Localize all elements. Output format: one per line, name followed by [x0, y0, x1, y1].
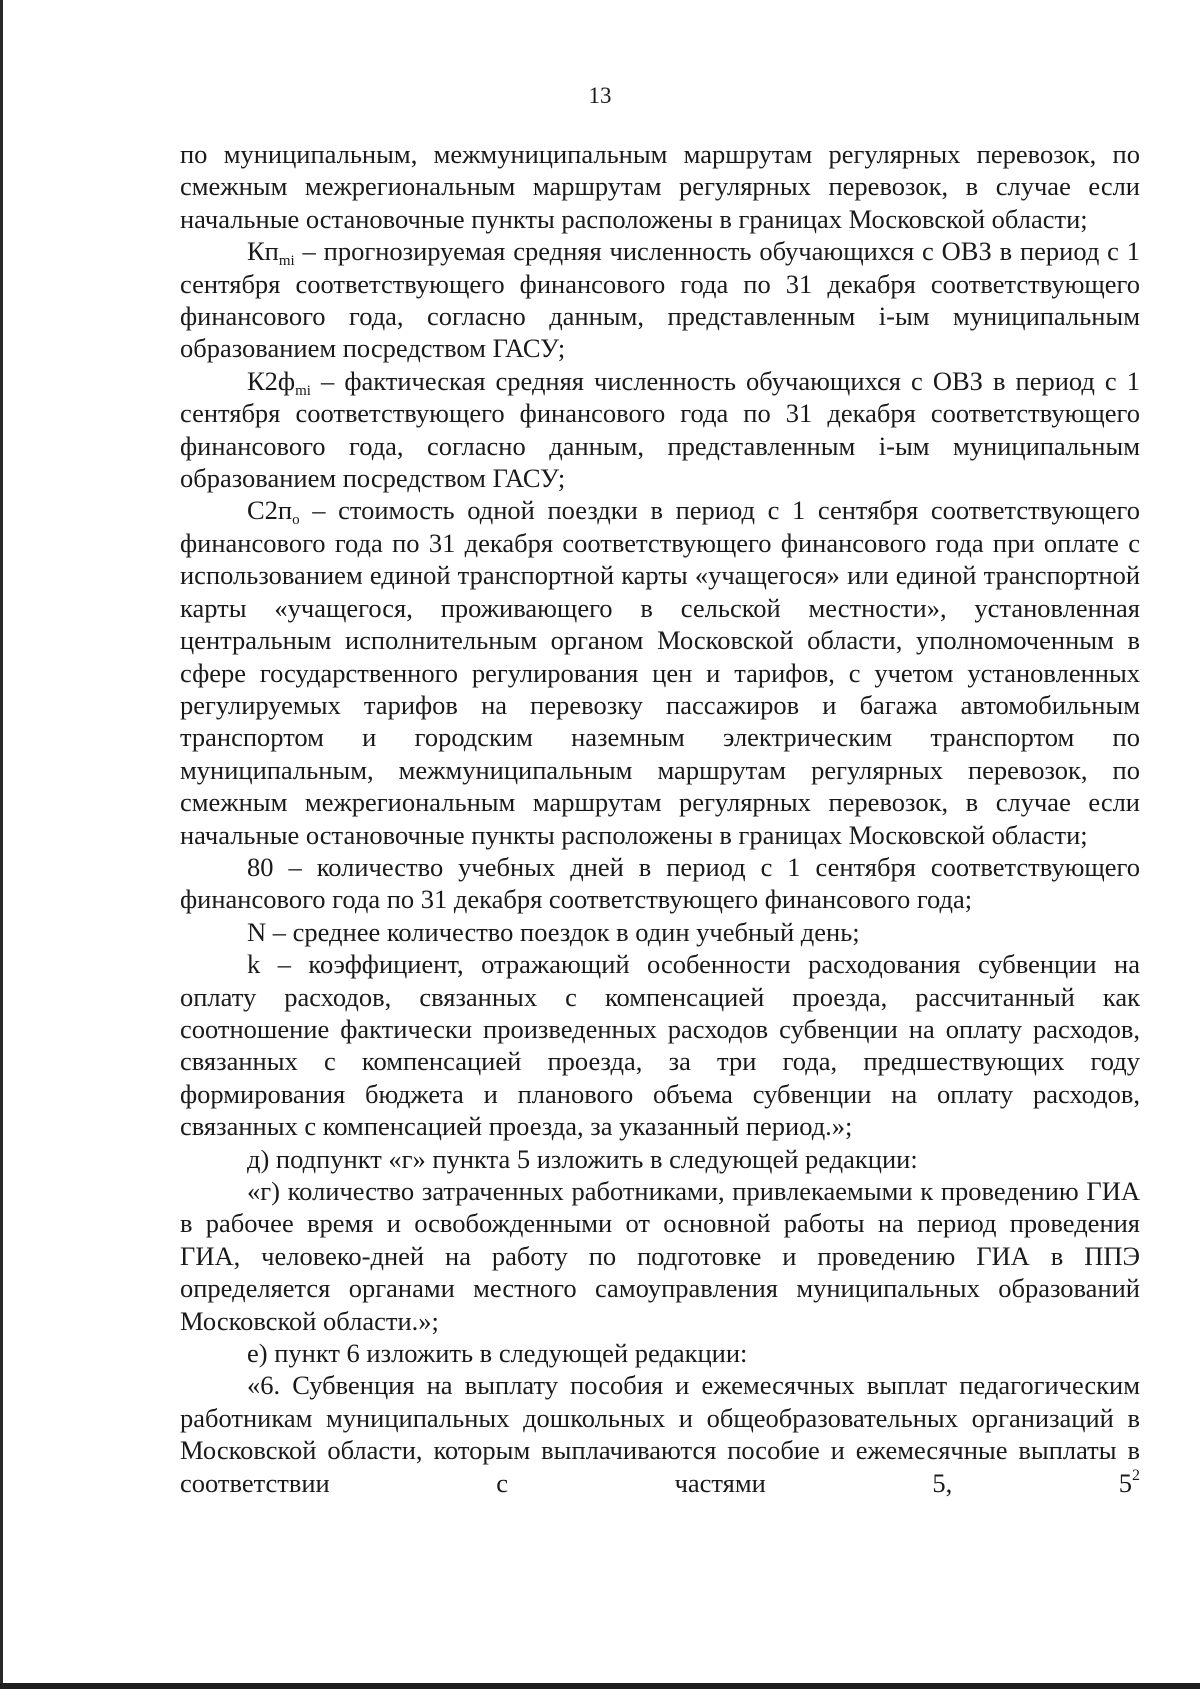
paragraph-k2f-definition: [180, 365, 1140, 495]
paragraph-text: «г) количество затраченных работниками, привлекаемыми к проведению ГИА в рабочее время и освобожденными от основной работы на период проведения ГИА, человеко-дней на работу по подготовке и проведению ГИА в ППЭ определяется органами местного самоуправления муниципальных образований Московской области.»;: [180, 1176, 1140, 1336]
paragraph-school-days: [180, 851, 1140, 916]
scan-edge-left: [0, 0, 3, 1689]
paragraph-text: по муниципальным, межмуниципальным маршрутам регулярных перевозок, по смежным межрегиональным маршрутам регулярных перевозок, в случае если начальные остановочные пункты расположены в границах Московской области;: [180, 139, 1140, 234]
paragraph-text: k – коэффициент, отражающий особенности расходования субвенции на оплату расходов, связанных с компенсацией проезда, рассчитанный как соотношение фактически произведенных расходов субвенции на оплату расходов, связанных с компенсацией проезда, за три года, предшествующих году формирования бюджета и планового объема субвенции на оплату расходов, связанных с компенсацией проезда, за указанный период.»;: [180, 949, 1140, 1142]
superscript: 2: [1132, 1466, 1140, 1484]
paragraph-subpoint-g: [180, 1175, 1140, 1337]
paragraph-point-6: [180, 1369, 1140, 1499]
formula-subscript: mi: [295, 382, 311, 399]
paragraph-text: д) подпункт «г» пункта 5 изложить в следующей редакции:: [247, 1143, 918, 1174]
paragraph-amendment-d: [180, 1143, 1140, 1175]
formula-symbol: С2п: [247, 495, 293, 526]
document-body: [180, 138, 1140, 1499]
formula-symbol: К2ф: [247, 365, 296, 396]
paragraph-text: 80 – количество учебных дней в период с 1 сентября соответствующего финансового года по 31 декабря соответствующего финансового года;: [180, 851, 1140, 915]
paragraph-c2p-definition: [180, 494, 1140, 850]
formula-symbol: Кп: [247, 236, 279, 267]
paragraph-text: – стоимость одной поездки в период с 1 сентября соответствующего финансового года по 31 декабря соответствующего финансового года при оплате с использованием единой транспортной карты «учащегося» или единой транспортной карты «учащегося, проживающего в сельской местности», установленная центральным исполнительным органом Московской области, уполномоченным в сфере государственного регулирования цен и тарифов, с учетом установленных регулируемых тарифов на перевозку пассажиров и багажа автомобильным транспортом и городским наземным электрическим транспортом по муниципальным, межмуниципальным маршрутам регулярных перевозок, по смежным межрегиональным маршрутам регулярных перевозок, в случае если начальные остановочные пункты расположены в границах Московской области;: [180, 495, 1140, 850]
paragraph-text: «6. Субвенция на выплату пособия и ежемесячных выплат педагогическим работникам муниципальных дошкольных и общеобразовательных организаций в Московской области, которым выплачиваются пособие и ежемесячные выплаты в соответствии с частями 5, 5: [180, 1370, 1140, 1498]
paragraph-text: – фактическая средняя численность обучающихся с ОВЗ в период с 1 сентября соответствующего финансового года по 31 декабря соответствующего финансового года, согласно данным, представленным i-ым муниципальным образованием посредством ГАСУ;: [180, 365, 1140, 494]
paragraph-amendment-e: [180, 1337, 1140, 1369]
paragraph-kp-definition: [180, 235, 1140, 365]
paragraph-coefficient-k: [180, 948, 1140, 1142]
scan-edge-bottom: [0, 1683, 1200, 1689]
page-number: 13: [588, 83, 612, 108]
paragraph-text: – прогнозируемая средняя численность обучающихся с ОВЗ в период с 1 сентября соответствующего финансового года по 31 декабря соответствующего финансового года, согласно данным, представленным i-ым муниципальным образованием посредством ГАСУ;: [180, 236, 1140, 364]
paragraph-trips-per-day: [180, 916, 1140, 948]
formula-subscript: mi: [278, 253, 295, 270]
paragraph-text: е) пункт 6 изложить в следующей редакции:: [247, 1338, 748, 1369]
formula-subscript: о: [292, 512, 300, 529]
paragraph-route-continuation: [180, 138, 1140, 235]
paragraph-text: N – среднее количество поездок в один учебный день;: [247, 916, 860, 947]
